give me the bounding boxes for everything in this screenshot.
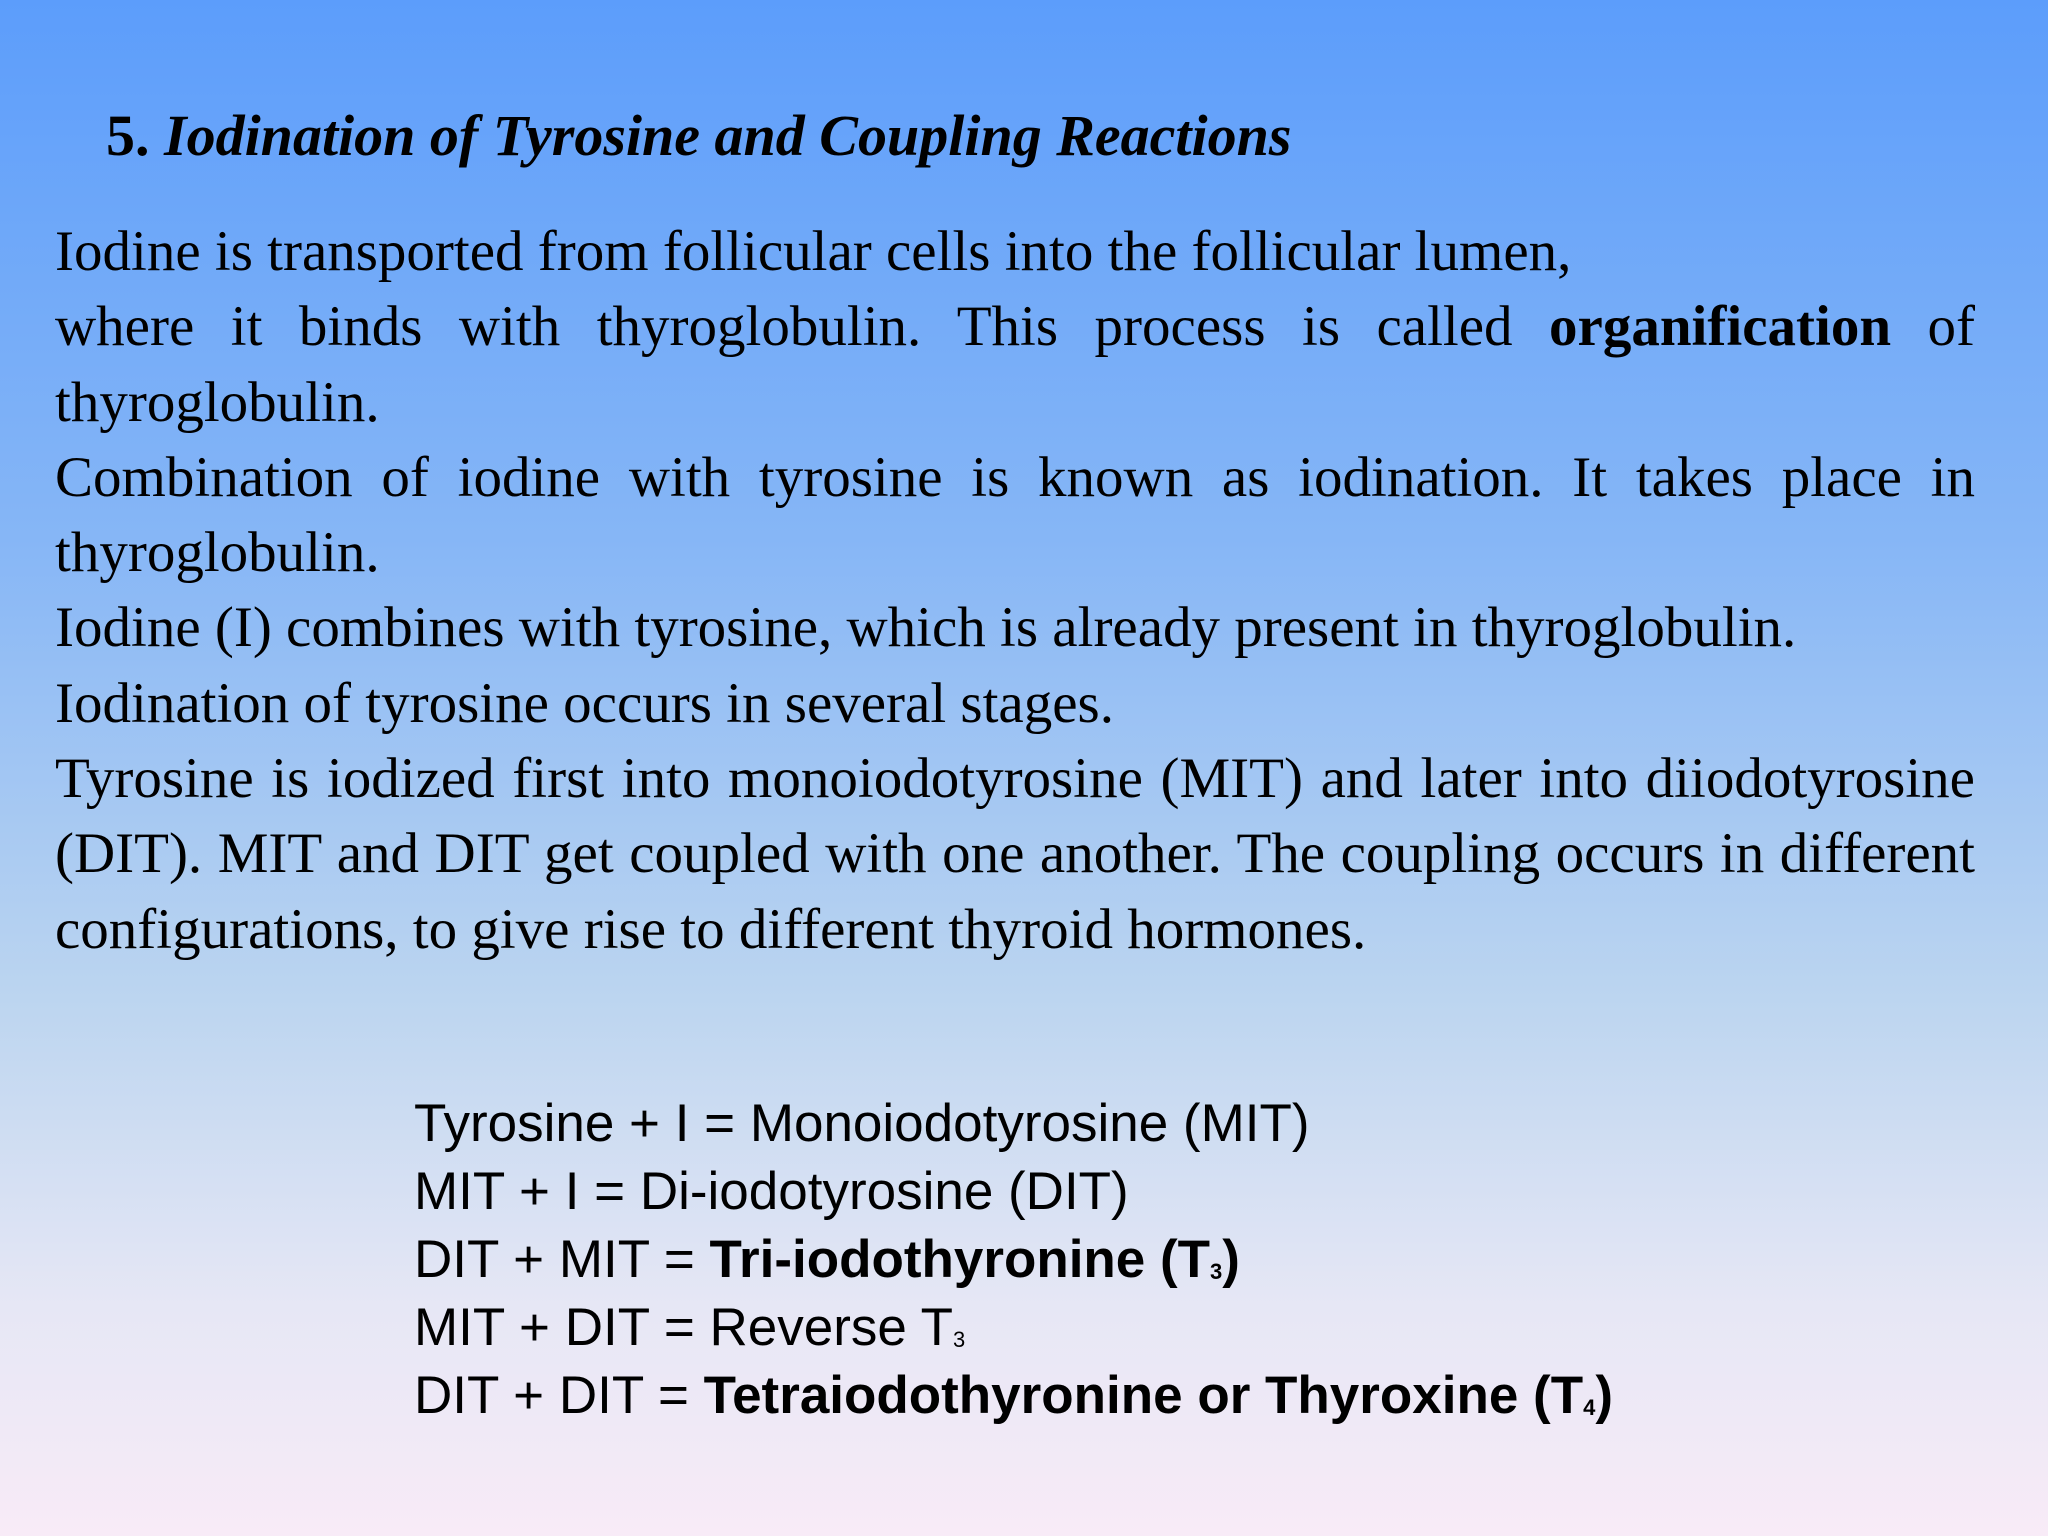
paragraph-stages: Iodination of tyrosine occurs in several stages. <box>55 671 1114 735</box>
keyword-organification: organification <box>1549 295 1892 359</box>
equation-list <box>414 1090 1613 1430</box>
equation-dit: MIT + I = Di-iodotyrosine (DIT) <box>414 1162 1129 1221</box>
title-number: 5. <box>106 103 150 168</box>
body-text <box>55 214 1975 967</box>
product-suffix: ) <box>1595 1366 1613 1425</box>
subscript: 3 <box>1210 1259 1223 1284</box>
paragraph-iodine-combines: Iodine (I) combines with tyrosine, which is already present in thyroglobulin. <box>55 596 1797 660</box>
equation-prefix: DIT + MIT = <box>414 1230 710 1289</box>
paragraph-line: Iodine is transported from follicular cells into the follicular lumen, <box>55 220 1572 283</box>
paragraph-text: of thyroglobulin. <box>55 295 1975 434</box>
title-text: Iodination of Tyrosine and Coupling Reactions <box>164 103 1292 168</box>
equation-prefix: MIT + DIT = Reverse T <box>414 1298 954 1357</box>
product-text: Tri-iodothyronine (T <box>709 1230 1211 1289</box>
equation-mit: Tyrosine + I = Monoiodotyrosine (MIT) <box>414 1094 1310 1153</box>
equation-product <box>704 1366 1613 1425</box>
paragraph-text: where it binds with thyroglobulin. This process is called <box>55 295 1550 359</box>
subscript: 4 <box>1583 1395 1596 1420</box>
equation-t4 <box>414 1362 1613 1430</box>
paragraph-coupling: Tyrosine is iodized first into monoiodotyrosine (MIT) and later into diiodotyrosine (DIT). MIT and DIT get coupled with one another. The coupling occurs in different configurations, to give rise to different thyroid hormones. <box>55 747 1975 961</box>
equation-reverse-t3 <box>414 1294 1613 1362</box>
equation-product <box>710 1230 1240 1289</box>
slide-title <box>106 100 1291 172</box>
equation-t3 <box>414 1226 1613 1294</box>
equation-prefix: DIT + DIT = <box>414 1366 704 1425</box>
product-suffix: ) <box>1222 1230 1240 1289</box>
paragraph-iodination: Combination of iodine with tyrosine is known as iodination. It takes place in thyroglobulin. <box>55 445 1975 585</box>
subscript: 3 <box>953 1327 966 1352</box>
product-text: Tetraiodothyronine or Thyroxine (T <box>703 1366 1584 1425</box>
paragraph-organification <box>55 214 1975 440</box>
